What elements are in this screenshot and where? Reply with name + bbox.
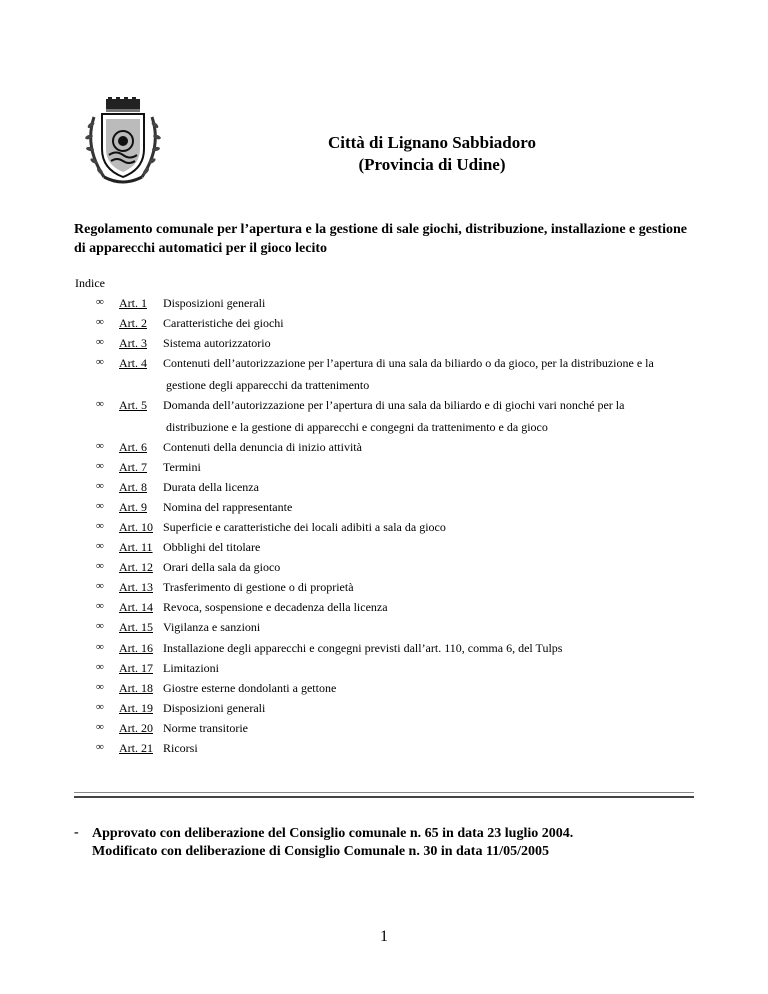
infinity-bullet-icon: ∞ <box>96 296 104 308</box>
article-link[interactable]: Art. 1 <box>119 296 147 310</box>
infinity-bullet-icon: ∞ <box>96 721 104 733</box>
page-number: 1 <box>380 928 388 945</box>
article-title: Domanda dell’autorizzazione per l’apertura di una sala da biliardo e di giochi vari nonché per la <box>163 398 625 412</box>
infinity-bullet-icon: ∞ <box>96 580 104 592</box>
article-title: Contenuti dell’autorizzazione per l’apertura di una sala da biliardo o da gioco, per la distribuzione e la <box>163 356 654 370</box>
article-title: Obblighi del titolare <box>163 540 261 554</box>
article-link[interactable]: Art. 4 <box>119 356 147 370</box>
infinity-bullet-icon: ∞ <box>96 620 104 632</box>
modification-line: Modificato con deliberazione di Consiglio Comunale n. 30 in data 11/05/2005 <box>92 844 549 859</box>
article-title: Revoca, sospensione e decadenza della licenza <box>163 600 388 614</box>
article-title: Caratteristiche dei giochi <box>163 316 284 330</box>
infinity-bullet-icon: ∞ <box>96 500 104 512</box>
article-link[interactable]: Art. 20 <box>119 721 153 735</box>
infinity-bullet-icon: ∞ <box>96 701 104 713</box>
article-link[interactable]: Art. 18 <box>119 681 153 695</box>
article-link[interactable]: Art. 10 <box>119 520 153 534</box>
article-link[interactable]: Art. 15 <box>119 620 153 634</box>
approval-note <box>92 825 692 861</box>
city-name: Città di Lignano Sabbiadoro <box>327 133 536 152</box>
approval-line: Approvato con deliberazione del Consiglio comunale n. 65 in data 23 luglio 2004. <box>92 826 574 841</box>
article-title-continued: distribuzione e la gestione di apparecchi e congegni da trattenimento e da gioco <box>166 420 548 434</box>
list-dash: - <box>74 825 79 840</box>
infinity-bullet-icon: ∞ <box>96 520 104 532</box>
article-title: Durata della licenza <box>163 480 259 494</box>
article-title: Orari della sala da gioco <box>163 560 281 574</box>
article-title: Limitazioni <box>163 661 219 675</box>
article-link[interactable]: Art. 17 <box>119 661 153 675</box>
infinity-bullet-icon: ∞ <box>96 336 104 348</box>
article-title: Superficie e caratteristiche dei locali adibiti a sala da gioco <box>163 520 446 534</box>
article-link[interactable]: Art. 6 <box>119 440 147 454</box>
article-link[interactable]: Art. 13 <box>119 580 153 594</box>
infinity-bullet-icon: ∞ <box>96 560 104 572</box>
article-title: Termini <box>163 460 201 474</box>
article-link[interactable]: Art. 12 <box>119 560 153 574</box>
infinity-bullet-icon: ∞ <box>96 741 104 753</box>
article-link[interactable]: Art. 19 <box>119 701 153 715</box>
infinity-bullet-icon: ∞ <box>96 356 104 368</box>
section-divider <box>74 792 694 798</box>
infinity-bullet-icon: ∞ <box>96 600 104 612</box>
article-link[interactable]: Art. 8 <box>119 480 147 494</box>
infinity-bullet-icon: ∞ <box>96 661 104 673</box>
infinity-bullet-icon: ∞ <box>96 440 104 452</box>
article-title-continued: gestione degli apparecchi da trattenimento <box>166 378 370 392</box>
article-title: Nomina del rappresentante <box>163 500 293 514</box>
article-title: Giostre esterne dondolanti a gettone <box>163 681 337 695</box>
article-link[interactable]: Art. 14 <box>119 600 153 614</box>
article-title: Norme transitorie <box>163 721 248 735</box>
article-title: Disposizioni generali <box>163 701 266 715</box>
article-link[interactable]: Art. 2 <box>119 316 147 330</box>
article-title: Vigilanza e sanzioni <box>163 620 261 634</box>
article-link[interactable]: Art. 5 <box>119 398 147 412</box>
article-link[interactable]: Art. 3 <box>119 336 147 350</box>
article-title: Installazione degli apparecchi e congegni previsti dall’art. 110, comma 6, del Tulps <box>163 641 563 655</box>
infinity-bullet-icon: ∞ <box>96 540 104 552</box>
article-link[interactable]: Art. 7 <box>119 460 147 474</box>
article-link[interactable]: Art. 11 <box>119 540 153 554</box>
article-link[interactable]: Art. 21 <box>119 741 153 755</box>
infinity-bullet-icon: ∞ <box>96 641 104 653</box>
province-name: (Provincia di Udine) <box>358 155 506 174</box>
article-title: Sistema autorizzatorio <box>163 336 271 350</box>
infinity-bullet-icon: ∞ <box>96 480 104 492</box>
article-title: Ricorsi <box>163 741 198 755</box>
index-label: Indice <box>75 276 105 290</box>
article-title: Trasferimento di gestione o di proprietà <box>163 580 354 594</box>
article-title: Contenuti della denuncia di inizio attività <box>163 440 362 454</box>
infinity-bullet-icon: ∞ <box>96 398 104 410</box>
article-title: Disposizioni generali <box>163 296 266 310</box>
infinity-bullet-icon: ∞ <box>96 460 104 472</box>
infinity-bullet-icon: ∞ <box>96 681 104 693</box>
regulation-title: Regolamento comunale per l’apertura e la gestione di sale giochi, distribuzione, installazione e gestione di apparecchi automatici per il gioco lecito <box>74 222 687 256</box>
article-link[interactable]: Art. 16 <box>119 641 153 655</box>
article-link[interactable]: Art. 9 <box>119 500 147 514</box>
infinity-bullet-icon: ∞ <box>96 316 104 328</box>
